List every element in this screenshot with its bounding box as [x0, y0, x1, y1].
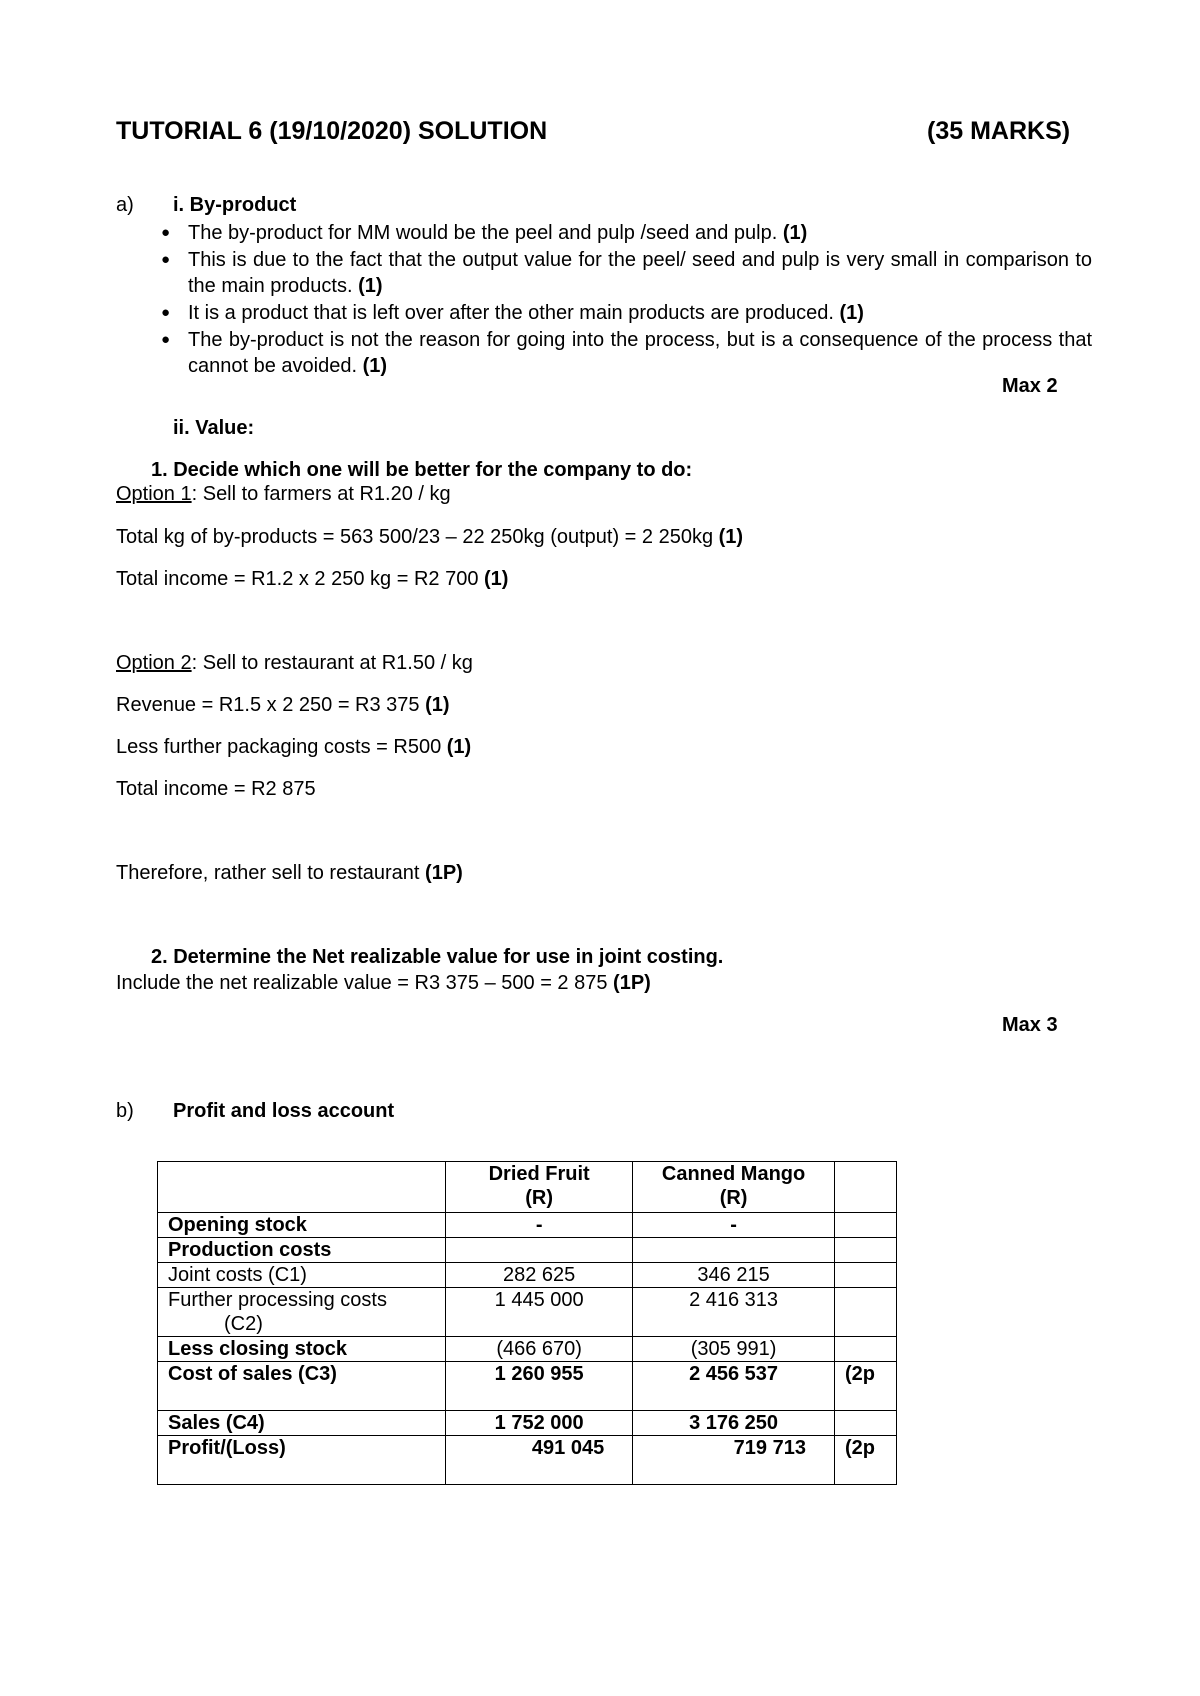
- row-value: 719 713: [633, 1436, 835, 1485]
- row-value: (466 670): [446, 1337, 633, 1362]
- row-value: [633, 1238, 835, 1263]
- value-heading: ii. Value:: [173, 417, 255, 439]
- table-row: [158, 1411, 897, 1436]
- row-mark: (2p: [834, 1362, 896, 1411]
- row-value: 1 260 955: [446, 1362, 633, 1411]
- row-value: 1 752 000: [446, 1411, 633, 1436]
- table-row: [158, 1362, 897, 1411]
- option-2-revenue: Revenue = R1.5 x 2 250 = R3 375 (1): [116, 694, 450, 716]
- option-1: Option 1: Sell to farmers at R1.20 / kg: [116, 483, 451, 505]
- conclusion: Therefore, rather sell to restaurant (1P): [116, 862, 463, 884]
- row-mark: [834, 1263, 896, 1288]
- option-1-income: Total income = R1.2 x 2 250 kg = R2 700 (1): [116, 568, 509, 590]
- profit-loss-table: [157, 1161, 897, 1485]
- table-row: [158, 1436, 897, 1485]
- row-value: 491 045: [446, 1436, 633, 1485]
- list-item: ● This is due to the fact that the output value for the peel/ seed and pulp is very small in comparison to the main products. (1): [161, 249, 1092, 297]
- option-2-packaging: Less further packaging costs = R500 (1): [116, 736, 472, 758]
- row-label: Sales (C4): [158, 1411, 446, 1436]
- table-row: [158, 1288, 897, 1337]
- max-marks-i: Max 2: [1002, 375, 1058, 397]
- bullet-icon: ●: [161, 304, 171, 321]
- bullet-icon: ●: [161, 251, 171, 268]
- option-1-kg: Total kg of by-products = 563 500/23 – 22 250kg (output) = 2 250kg (1): [116, 526, 744, 548]
- dried-fruit-header: Dried Fruit (R): [446, 1162, 633, 1213]
- table-header-row: [158, 1162, 897, 1213]
- table-row: [158, 1337, 897, 1362]
- list-item: ● The by-product for MM would be the peel and pulp /seed and pulp. (1): [161, 222, 808, 244]
- bullet-icon: ●: [161, 224, 171, 241]
- row-mark: [834, 1288, 896, 1337]
- max-marks-ii: Max 3: [1002, 1014, 1058, 1036]
- row-value: [446, 1238, 633, 1263]
- row-mark: [834, 1411, 896, 1436]
- row-mark: [834, 1337, 896, 1362]
- row-label: Further processing costs (C2): [158, 1288, 446, 1337]
- table-cell: [834, 1162, 896, 1213]
- row-mark: [834, 1238, 896, 1263]
- option-2: Option 2: Sell to restaurant at R1.50 / kg: [116, 652, 473, 674]
- question-2: 2. Determine the Net realizable value for use in joint costing.: [151, 946, 724, 968]
- row-label: Production costs: [158, 1238, 446, 1263]
- row-label: Opening stock: [158, 1213, 446, 1238]
- profit-loss-heading: Profit and loss account: [173, 1100, 395, 1122]
- list-item: ● It is a product that is left over after the other main products are produced. (1): [161, 302, 864, 324]
- row-value: 282 625: [446, 1263, 633, 1288]
- row-mark: [834, 1213, 896, 1238]
- part-b-label: b): [116, 1100, 134, 1122]
- row-label: Joint costs (C1): [158, 1263, 446, 1288]
- byproduct-bullets: [157, 220, 1092, 379]
- row-value: 1 445 000: [446, 1288, 633, 1337]
- part-a-label: a): [116, 194, 134, 216]
- row-value: -: [633, 1213, 835, 1238]
- byproduct-heading: i. By-product: [173, 194, 297, 216]
- row-value: 2 416 313: [633, 1288, 835, 1337]
- list-item: ● The by-product is not the reason for going into the process, but is a consequence of the process that cannot be avoided. (1): [161, 329, 1092, 377]
- total-marks: (35 MARKS): [927, 117, 1071, 145]
- table-cell: [158, 1162, 446, 1213]
- row-value: -: [446, 1213, 633, 1238]
- row-label: Cost of sales (C3): [158, 1362, 446, 1411]
- page-title: TUTORIAL 6 (19/10/2020) SOLUTION: [116, 117, 548, 145]
- row-label: Less closing stock: [158, 1337, 446, 1362]
- nrv-line: Include the net realizable value = R3 375 – 500 = 2 875 (1P): [116, 972, 651, 994]
- row-label: Profit/(Loss): [158, 1436, 446, 1485]
- table-row: [158, 1263, 897, 1288]
- canned-mango-header: Canned Mango (R): [633, 1162, 835, 1213]
- table-row: [158, 1238, 897, 1263]
- row-value: (305 991): [633, 1337, 835, 1362]
- row-mark: (2p: [834, 1436, 896, 1485]
- table-row: [158, 1213, 897, 1238]
- bullet-icon: ●: [161, 331, 171, 348]
- row-value: 2 456 537: [633, 1362, 835, 1411]
- question-1: 1. Decide which one will be better for the company to do:: [151, 459, 693, 481]
- option-2-income: Total income = R2 875: [116, 778, 316, 800]
- row-value: 3 176 250: [633, 1411, 835, 1436]
- row-value: 346 215: [633, 1263, 835, 1288]
